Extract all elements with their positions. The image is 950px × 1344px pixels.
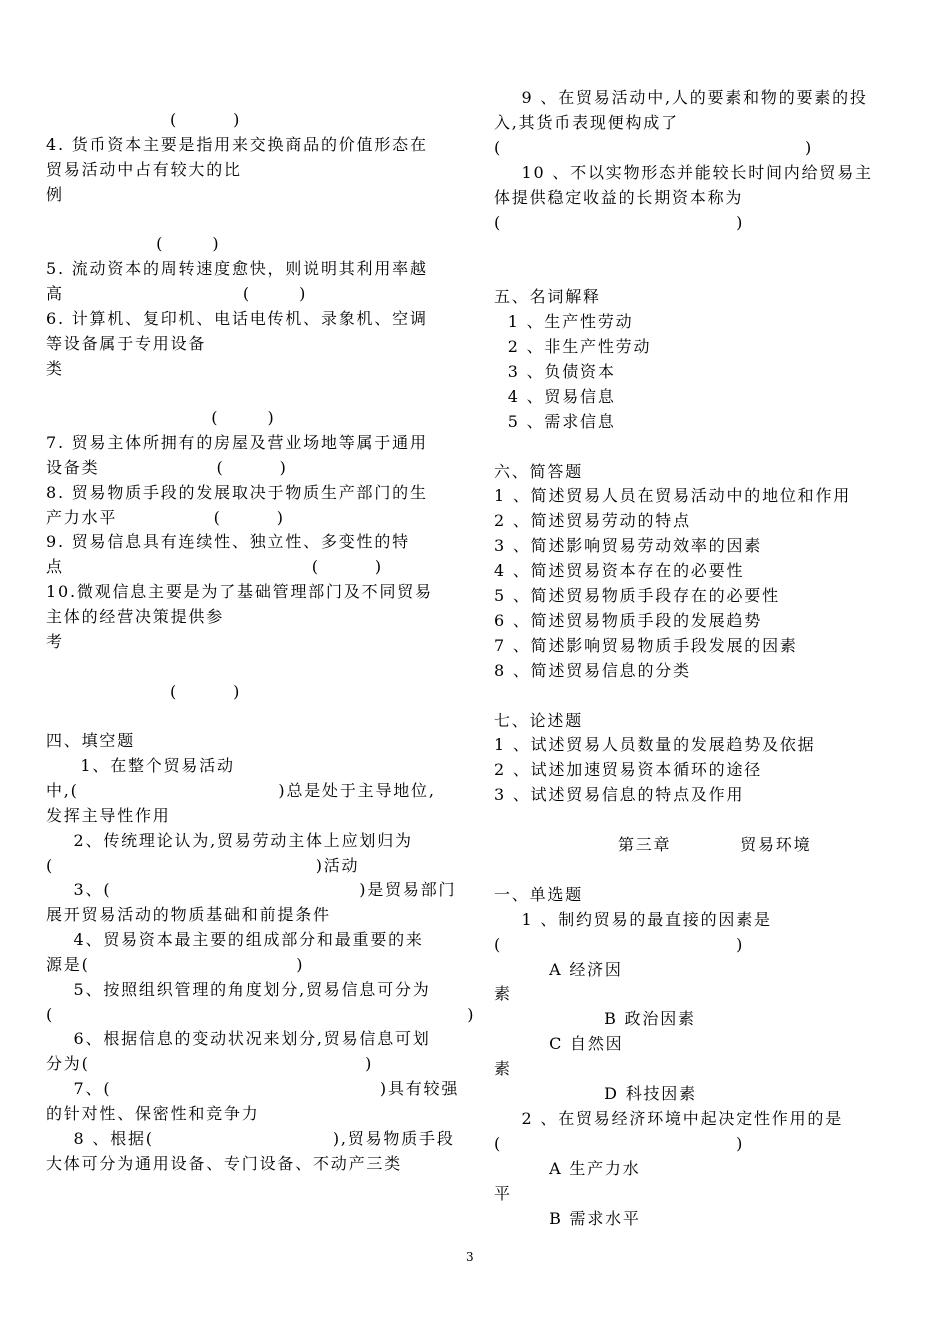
text-line: 6. 计算机、复印机、电话电传机、录象机、空调 xyxy=(46,308,428,328)
text-line: 2 、简述贸易劳动的特点 xyxy=(494,511,691,531)
text-line: D 科技因素 xyxy=(494,1084,697,1103)
text-line: 七、论述题 xyxy=(494,710,584,730)
text-line: B 政治因素 xyxy=(494,1009,696,1029)
text-line: 5 、简述贸易物质手段存在的必要性 xyxy=(494,586,780,605)
text-line: 5. 流动资本的周转速度愈快，则说明其利用率越 xyxy=(46,259,428,279)
text-line: 第三章 贸易环境 xyxy=(494,835,812,854)
text-line: ( ) xyxy=(494,212,745,232)
text-line: 1 、简述贸易人员在贸易活动中的地位和作用 xyxy=(494,486,852,506)
text-line: B 需求水平 xyxy=(494,1208,641,1228)
text-line: 1、在整个贸易活动 xyxy=(46,756,235,776)
text-line: 10.微观信息主要是为了基础管理部门及不同贸易 xyxy=(46,582,433,602)
text-line: 2 、试述加速贸易资本循环的途径 xyxy=(494,760,763,780)
text-line: ( ) xyxy=(494,1133,745,1153)
text-line: ( ) xyxy=(46,110,242,129)
text-line: 8 、根据( ),贸易物质手段 xyxy=(46,1128,455,1148)
text-line: C 自然因 xyxy=(494,1034,624,1054)
text-line: 7. 贸易主体所拥有的房屋及营业场地等属于通用 xyxy=(46,433,428,453)
text-line: 5 、需求信息 xyxy=(494,411,616,431)
text-line: 1 、制约贸易的最直接的因素是 xyxy=(494,909,772,929)
text-line: 4、贸易资本最主要的组成部分和最重要的来 xyxy=(46,930,424,950)
text-line: 五、名词解释 xyxy=(494,287,601,307)
text-line: ( ) xyxy=(46,234,221,254)
text-line: 10 、不以实物形态并能较长时间内给贸易主 xyxy=(494,162,873,182)
text-line: 3、( )是贸易部门 xyxy=(46,880,457,900)
text-line: ( ) xyxy=(46,681,242,701)
text-line: 1 、试述贸易人员数量的发展趋势及依据 xyxy=(494,735,816,755)
text-line: 的针对性、保密性和竞争力 xyxy=(46,1104,260,1123)
text-line: 素 xyxy=(494,984,512,1004)
text-line: 3 、负债资本 xyxy=(494,361,616,381)
text-line: 点 ( ) xyxy=(46,557,383,577)
text-line: ( ) xyxy=(46,1004,476,1024)
text-line: 9 、在贸易活动中,人的要素和物的要素的投 xyxy=(494,88,868,107)
text-line: 分为( ) xyxy=(46,1054,374,1074)
text-line: 发挥主导性作用 xyxy=(46,805,171,825)
text-line: ( ) xyxy=(494,137,814,157)
page-number: 3 xyxy=(466,1250,474,1264)
text-line: 展开贸易活动的物质基础和前提条件 xyxy=(46,905,331,925)
text-line: 5、按照组织管理的角度划分,贸易信息可分为 xyxy=(46,979,431,999)
text-line: 考 xyxy=(46,631,64,651)
text-line: ( ) xyxy=(46,408,276,428)
text-line: A 经济因 xyxy=(494,959,623,979)
text-line: 9. 贸易信息具有连续性、独立性、多变性的特 xyxy=(46,532,410,552)
text-line: 2 、非生产性劳动 xyxy=(494,337,652,356)
text-line: 7 、简述影响贸易物质手段发展的因素 xyxy=(494,635,798,655)
text-line: 4. 货币资本主要是指用来交换商品的价值形态在 xyxy=(46,134,428,154)
text-line: 六、简答题 xyxy=(494,461,584,481)
text-line: 高 ( ) xyxy=(46,283,308,303)
text-line: 贸易活动中占有较大的比 xyxy=(46,159,242,179)
text-line: 2、传统理论认为,贸易劳动主体上应划归为 xyxy=(46,830,413,850)
text-line: 8. 贸易物质手段的发展取决于物质生产部门的生 xyxy=(46,482,428,502)
text-line: 入,其货币表现便构成了 xyxy=(494,112,679,132)
text-line: 四、填空题 xyxy=(46,731,136,751)
text-line: 素 xyxy=(494,1059,512,1079)
text-line: 4 、简述贸易资本存在的必要性 xyxy=(494,561,745,581)
text-line: ( )活动 xyxy=(46,855,360,875)
text-line: 8 、简述贸易信息的分类 xyxy=(494,660,691,680)
text-line: 体提供稳定收益的长期资本称为 xyxy=(494,187,744,207)
text-line: 4 、贸易信息 xyxy=(494,386,616,406)
text-line: 类 xyxy=(46,358,64,378)
text-line: 1 、生产性劳动 xyxy=(494,312,634,332)
text-line: 中,( )总是处于主导地位, xyxy=(46,780,436,800)
text-line: 一、单选题 xyxy=(494,884,584,904)
text-line: 大体可分为通用设备、专门设备、不动产三类 xyxy=(46,1153,403,1173)
text-line: A 生产力水 xyxy=(494,1158,641,1178)
text-line: 产力水平 ( ) xyxy=(46,507,285,527)
text-line: 源是( ) xyxy=(46,954,305,974)
text-line: 3 、简述影响贸易劳动效率的因素 xyxy=(494,536,763,556)
text-line: 7、( )具有较强 xyxy=(46,1079,460,1099)
text-line: 主体的经营决策提供参 xyxy=(46,607,225,626)
text-line: 6、根据信息的变动状况来划分,贸易信息可划 xyxy=(46,1029,431,1049)
text-line: 2 、在贸易经济环境中起决定性作用的是 xyxy=(494,1108,844,1128)
text-line: 3 、试述贸易信息的特点及作用 xyxy=(494,785,745,805)
text-line: 例 xyxy=(46,184,64,204)
text-line: ( ) xyxy=(494,934,745,954)
text-line: 等设备属于专用设备 xyxy=(46,333,207,353)
text-line: 6 、简述贸易物质手段的发展趋势 xyxy=(494,610,763,630)
text-line: 设备类 ( ) xyxy=(46,457,288,477)
text-line: 平 xyxy=(494,1183,512,1203)
